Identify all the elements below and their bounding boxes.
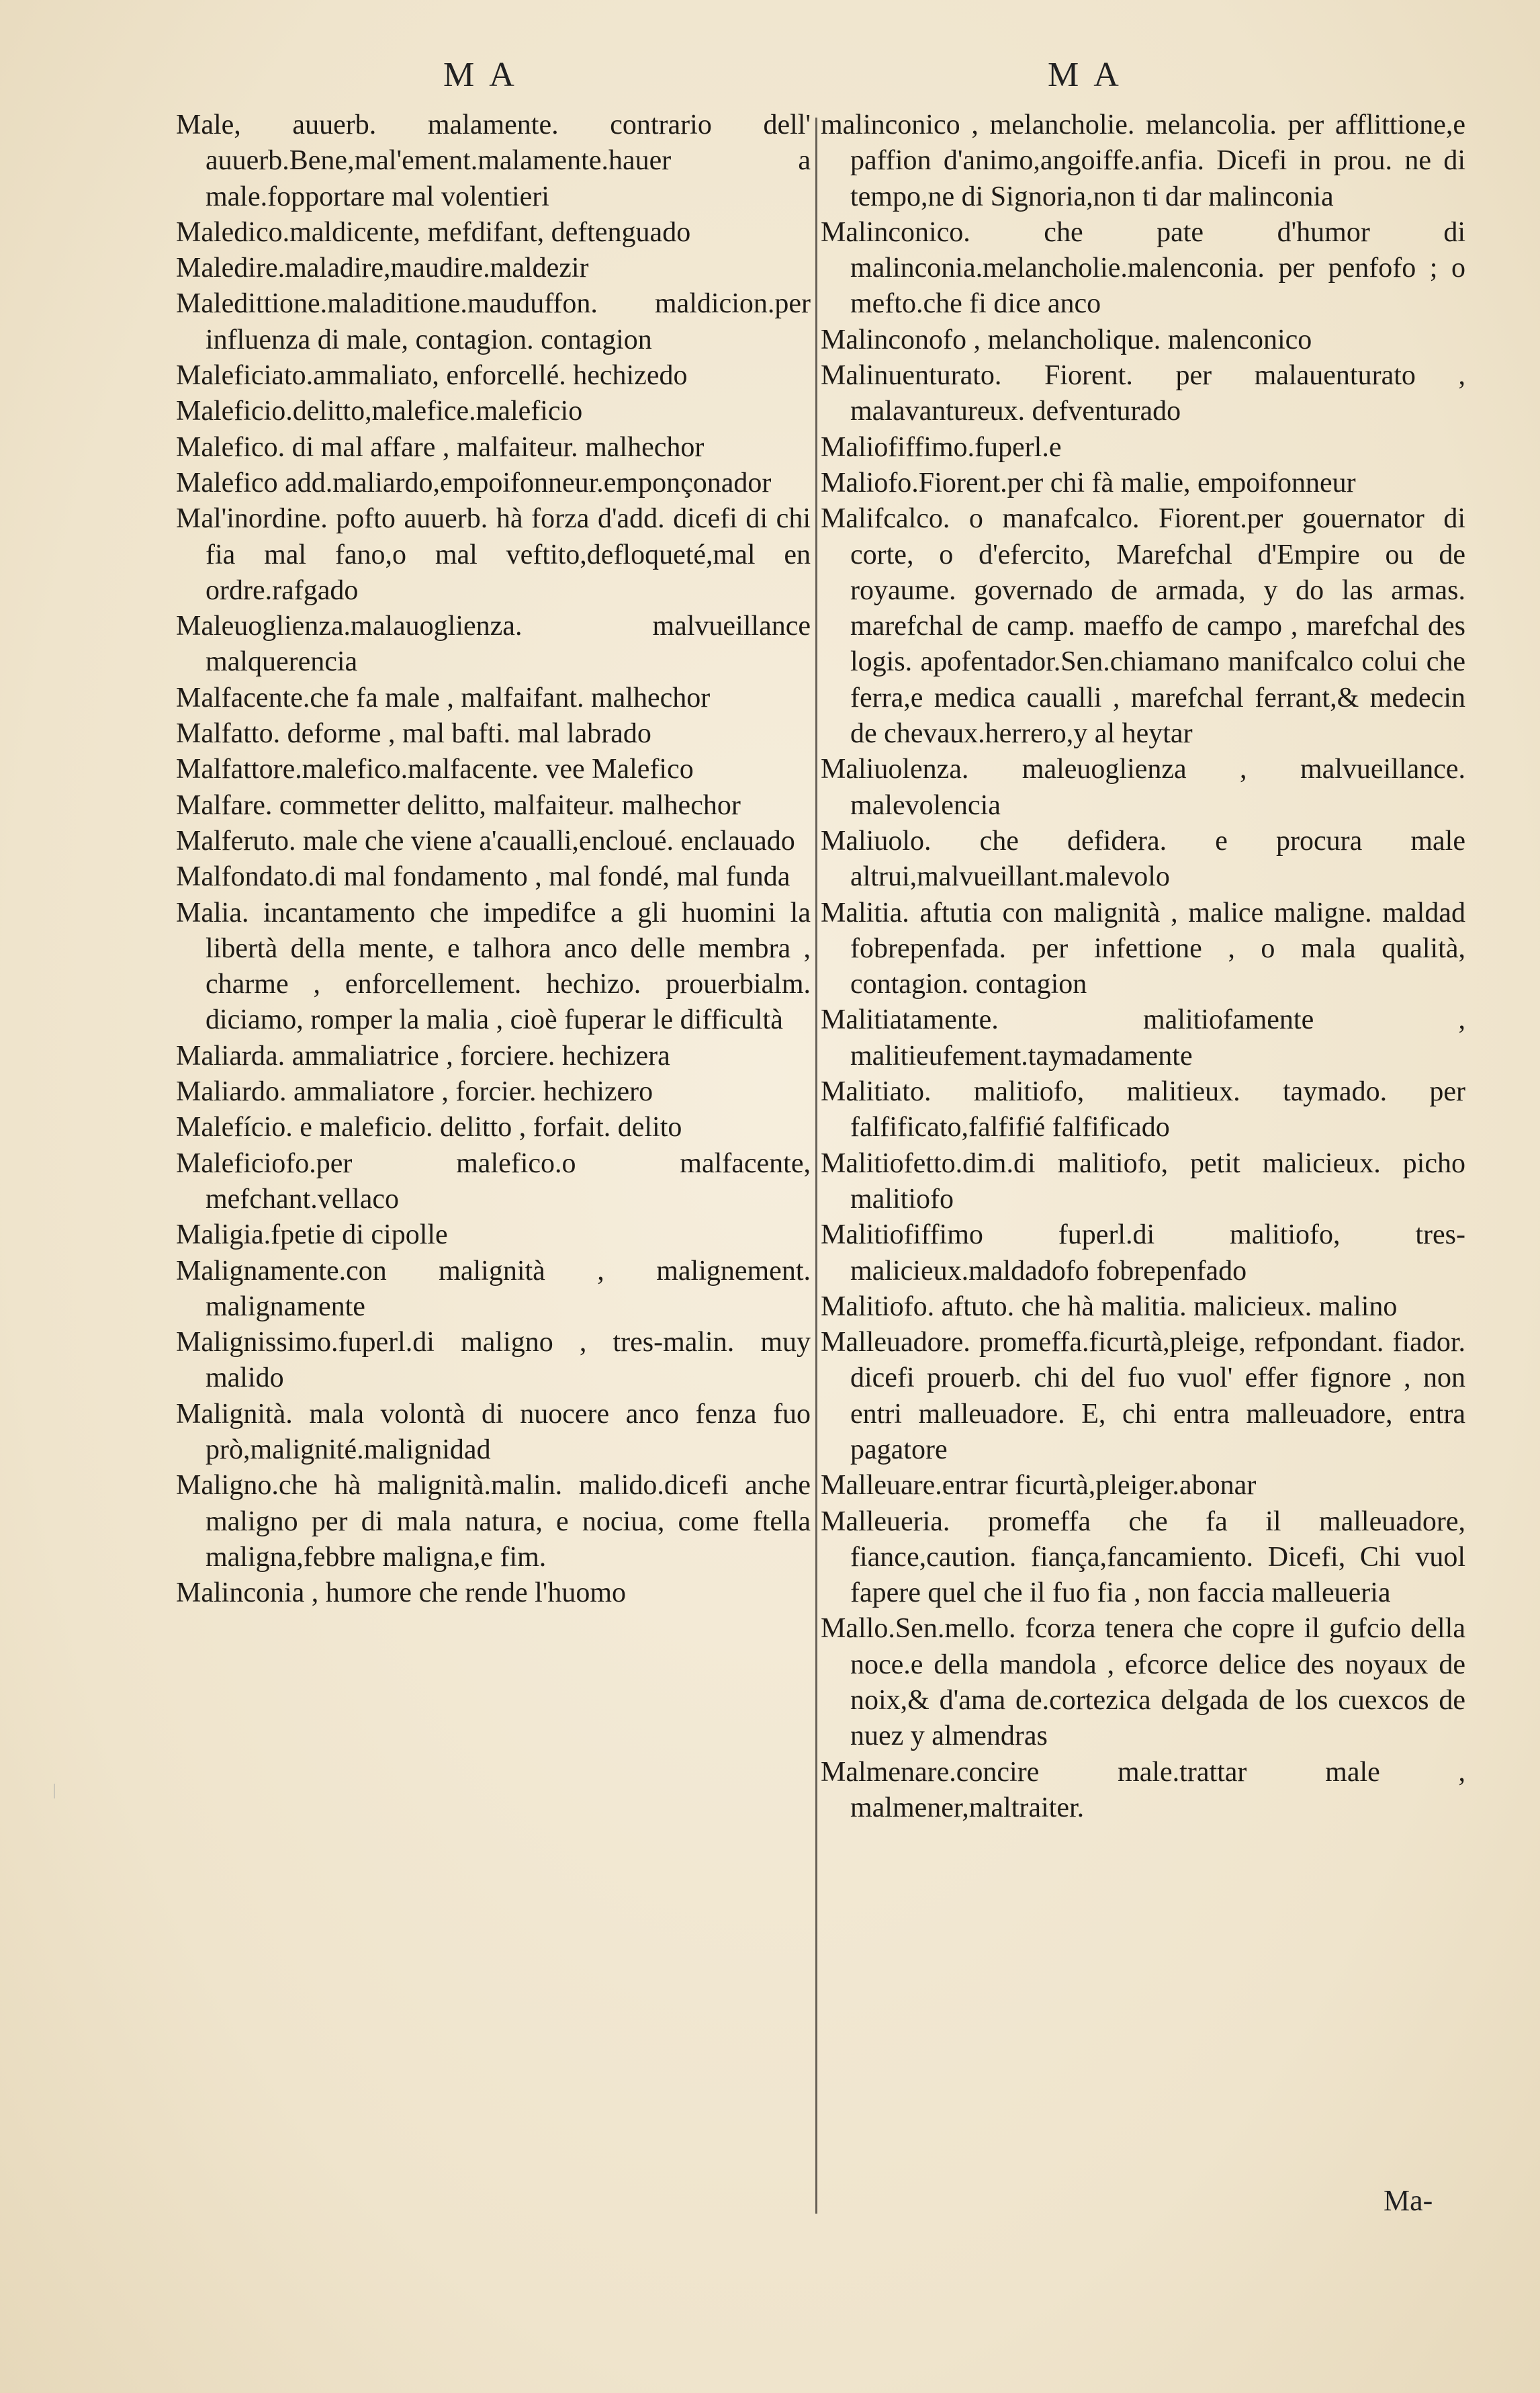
entry: Maleuoglienza.malauoglienza. malvueillance malquerencia (176, 611, 811, 678)
entry: Malfatto. deforme , mal bafti. mal labrado (176, 718, 651, 750)
entry: Maliofo.Fiorent.per chi fà malie, empoifonneur (821, 467, 1356, 498)
entry: Malitia. aftutia con malignità , malice maligne. maldad fobrepenfada. per infettione , o mala qualità, contagion. contagion (821, 897, 1465, 1000)
entry: Malferuto. male che viene a'caualli,encloué. enclauado (176, 825, 795, 857)
entry: Malfacente.che fa male , malfaifant. malhechor (176, 682, 711, 713)
entry: Malitiofetto.dim.di malitiofo, petit malicieux. picho malitiofo (821, 1147, 1465, 1215)
entry: Maliarda. ammaliatrice , forciere. hechizera (176, 1040, 670, 1072)
entry: Malefico add.maliardo,empoifonneur.emponçonador (176, 467, 772, 498)
entry: Mallo.Sen.mello. fcorza tenera che copre il gufcio della noce.e della mandola , efcorce delice des noyaux de noix,& d'ama de.cortezica delgada de los cuexcos de nuez y almendras (821, 1613, 1465, 1752)
left-column (176, 107, 811, 1611)
entry: Male, auuerb. malamente. contrario dell' auuerb.Bene,mal'ement.malamente.hauer a male.fopportare mal volentieri (176, 110, 811, 212)
entry: Maleficiato.ammaliato, enforcellé. hechizedo (176, 360, 688, 392)
entry: Malinconia , humore che rende l'huomo (176, 1577, 627, 1609)
catchword: Ma- (1384, 2184, 1433, 2217)
entry: Maledire.maladire,maudire.maldezir (176, 253, 589, 284)
entry: Malefício. e maleficio. delitto , forfait. delito (176, 1112, 682, 1143)
column-divider (815, 118, 817, 2214)
entry: Maleficio.delitto,malefice.maleficio (176, 396, 583, 427)
entry: Malleuare.entrar ficurtà,pleiger.abonar (821, 1470, 1257, 1502)
entry: Maliuolenza. maleuoglienza , malvueillance. malevolencia (821, 754, 1465, 821)
entry: Maliuolo. che defidera. e procura male altrui,malvueillant.malevolo (821, 825, 1465, 893)
entry: Malfondato.di mal fondamento , mal fondé, mal funda (176, 861, 790, 893)
entry: Malitiofo. aftuto. che hà malitia. malicieux. malino (821, 1291, 1398, 1322)
running-header-left: MA (443, 56, 529, 94)
entry: Malleuadore. promeffa.ficurtà,pleige, refpondant. fiador. dicefi prouerb. chi del fuo vuol' effer fignore , non entri malleuadore. E, chi entra malleuadore, entra pagatore (821, 1327, 1465, 1465)
entry: Malignità. mala volontà di nuocere anco fenza fuo prò,malignité.malignidad (176, 1398, 811, 1465)
entry: Maliardo. ammaliatore , forcier. hechizero (176, 1076, 653, 1108)
right-column (821, 107, 1465, 1826)
entry: Maligia.fpetie di cipolle (176, 1219, 448, 1251)
entry: malinconico , melancholie. melancolia. per afflittione,e paffion d'animo,angoiffe.anfia. Dicefi in prou. ne di tempo,ne di Signoria,non ti dar malinconia (821, 110, 1465, 212)
entry: Malitiatamente. malitiofamente , malitieufement.taymadamente (821, 1004, 1465, 1072)
entry: Malia. incantamento che impedifce a gli huomini la libertà della mente, e talhora anco delle membra , charme , enforcellement. hechizo. prouerbialm. diciamo, romper la malia , cioè fuperar le difficultà (176, 897, 811, 1036)
entry: Malitiofiffimo fuperl.di malitiofo, tres-malicieux.maldadofo fobrepenfado (821, 1219, 1465, 1287)
running-header-right: MA (1048, 56, 1134, 94)
entry: Maleficiofo.per malefico.o malfacente, mefchant.vellaco (176, 1147, 811, 1215)
entry: Malitiato. malitiofo, malitieux. taymado. per falfificato,falfifié falfificado (821, 1076, 1465, 1143)
entry: Malmenare.concire male.trattar male , malmener,maltraiter. (821, 1756, 1465, 1823)
entry: Malfare. commetter delitto, malfaiteur. malhechor (176, 789, 741, 821)
entry: Malinconofo , melancholique. malenconico (821, 324, 1312, 355)
entry: Malignissimo.fuperl.di maligno , tres-malin. muy malido (176, 1327, 811, 1394)
entry: Malinuenturato. Fiorent. per malauenturato , malavantureux. defventurado (821, 360, 1465, 427)
entry: Malfattore.malefico.malfacente. vee Malefico (176, 754, 694, 785)
entry: Mal'inordine. pofto auuerb. hà forza d'add. dicefi di chi fia mal fano,o mal veftito,defloqueté,mal en ordre.rafgado (176, 503, 811, 606)
entry: Malinconico. che pate d'humor di malinconia.melancholie.malenconia. per penfofo ; o mefto.che fi dice anco (821, 216, 1465, 320)
entry: Malefico. di mal affare , malfaiteur. malhechor (176, 431, 705, 463)
entry: Maligno.che hà malignità.malin. malido.dicefi anche maligno per di mala natura, e nociua, come ftella maligna,febbre maligna,e fim. (176, 1470, 811, 1573)
entry: Malleueria. promeffa che fa il malleuadore, fiance,caution. fiança,fancamiento. Dicefi, Chi vuol fapere quel che il fuo fia , non faccia malleueria (821, 1506, 1465, 1609)
margin-mark (54, 1784, 66, 1798)
entry: Maledittione.maladitione.mauduffon. maldicion.per influenza di male, contagion. contagion (176, 288, 811, 355)
entry: Malifcalco. o manafcalco. Fiorent.per gouernator di corte, o d'efercito, Marefchal d'Empire ou de royaume. governado de armada, y do las armas. marefchal de camp. maeffo de campo , marefchal des logis. apofentador.Sen.chiamano manifcalco colui che ferra,e medica caualli , marefchal ferrant,& medecin de chevaux.herrero,y al heytar (821, 503, 1465, 750)
entry: Maliofiffimo.fuperl.e (821, 431, 1062, 463)
entry: Malignamente.con malignità , malignement. malignamente (176, 1255, 811, 1322)
entry: Maledico.maldicente, mefdifant, deftenguado (176, 216, 691, 248)
